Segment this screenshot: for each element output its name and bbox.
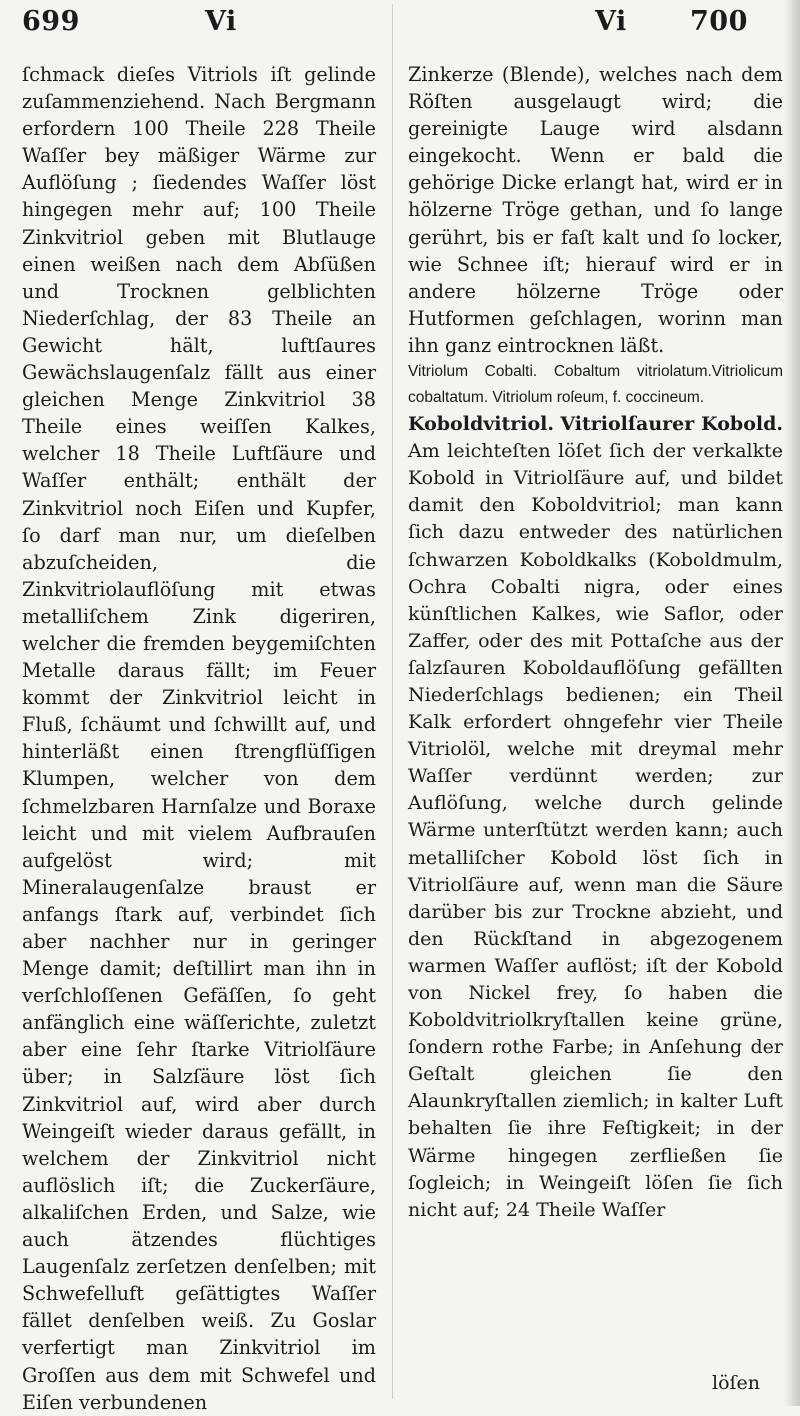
catchword: löſen	[712, 1372, 761, 1394]
column-divider	[392, 4, 393, 1399]
right-column	[408, 61, 783, 1224]
left-column	[22, 61, 376, 1416]
latin-entry-line: Vitriolum Cobalti. Cobaltum vitriolatum.Vitriolicum cobaltatum. Vitriolum roſeum, f. coccineum.	[408, 363, 783, 407]
column-marker-left: Vi	[205, 6, 237, 37]
entry-headword: Koboldvitriol.	[408, 413, 554, 436]
page-header	[0, 6, 800, 62]
right-paragraph-1: Zinkerze (Blende), welches nach dem Röſten ausgelaugt wird; die gereinigte Lauge wird alsdann eingekocht. Wenn er bald die gehörige Dicke erlangt hat, wird er in hölzerne Tröge gethan, und ſo lange gerührt, bis er faſt kalt und ſo locker, wie Schnee iſt; hierauf wird er in andere hölzerne Tröge oder Hutformen geſchlagen, worinn man ihn ganz eintrocknen läßt.	[408, 63, 783, 357]
page-number-right: 700	[690, 6, 748, 37]
page-edge-shadow	[784, 0, 800, 1406]
left-column-text: ſchmack dieſes Vitriols iſt gelinde zuſammenziehend. Nach Bergmann erfordern 100 Theile 228 Theile Waſſer bey mäßiger Wärme zur Auflöſung ; ſiedendes Waſſer löst hingegen mehr auf; 100 Theile Zinkvitriol geben mit Blutlauge einen weißen nach dem Abſüßen und Trocknen gelblichten Niederſchlag, der 83 Theile an Gewicht hält, luftſaures Gewächslaugenſalz fällt aus einer gleichen Menge Zinkvitriol 38 Theile eines weiſſen Kalkes, welcher 18 Theile Luftſäure und Waſſer enthält; enthält der Zinkvitriol noch Eiſen und Kupfer, ſo darf man nur, um dieſelben abzuſcheiden, die Zinkvitriolauflöſung mit etwas metalliſchem Zink digeriren, welcher die fremden beygemiſchten Metalle daraus fällt; im Feuer kommt der Zinkvitriol leicht in Fluß, ſchäumt und ſchwillt auf, und hinterläßt einen ſtrengflüſſigen Klumpen, welcher von dem ſchmelzbaren Harnſalze und Boraxe leicht und mit vielem Aufbrauſen aufgelöst wird; mit Mineralaugenſalze braust er anfangs ſtark auf, verbindet ſich aber nachher nur in geringer Menge damit; deſtillirt man ihn in verſchloſſenen Gefäſſen, ſo geht anfänglich eine wäſſerichte, zuletzt aber eine ſehr ſtarke Vitriolſäure über; in Salzſäure löst ſich Zinkvitriol auf, wird aber durch Weingeiſt wieder daraus gefällt, in welchem der Zinkvitriol nicht auflöslich iſt; die Zuckerſäure, alkaliſchen Erden, und Salze, wie auch ätzendes flüchtiges Laugenſalz zerſetzen denſelben; mit Schwefelluft geſättigtes Waſſer fället denſelben weiß. Zu Goslar verfertigt man Zinkvitriol im Groſſen aus dem mit Schwefel und Eiſen verbundenen	[22, 63, 376, 1414]
column-marker-right: Vi	[595, 6, 627, 37]
entry-subheadword: Vitriolſaurer Kobold.	[560, 413, 783, 436]
page-number-left: 699	[22, 6, 80, 37]
right-paragraph-2: Am leichteſten löſet ſich der verkalkte Kobold in Vitriolſäure auf, und bildet damit den Koboldvitriol; man kann ſich dazu entweder des natürlichen ſchwarzen Koboldkalks (Koboldmulm, Ochra Cobalti nigra, oder eines künſtlichen Kalkes, wie Saflor, oder Zaffer, oder des mit Pottaſche aus der ſalzſauren Koboldauflöſung gefällten Niederſchlags bedienen; ein Theil Kalk erfordert ohngefehr vier Theile Vitriolöl, welche mit dreymal mehr Waſſer verdünnt werden; zur Auflöſung, welche durch gelinde Wärme unterſtützt werden kann; auch metalliſcher Kobold löst ſich in Vitriolſäure auf, wenn man die Säure darüber bis zur Trockne abzieht, und den Rückſtand in abgezogenem warmen Waſſer auflöst; iſt der Kobold von Nickel frey, ſo haben die Koboldvitriolkryſtallen keine grüne, ſondern rothe Farbe; in Anſehung der Geſtalt gleichen ſie den Alaunkryſtallen ziemlich; in kalter Luft behalten ſie ihre Feſtigkeit; in der Wärme hingegen zerfließen ſie ſogleich; in Weingeiſt löſen ſie ſich nicht auf; 24 Theile Waſſer	[408, 440, 783, 1221]
